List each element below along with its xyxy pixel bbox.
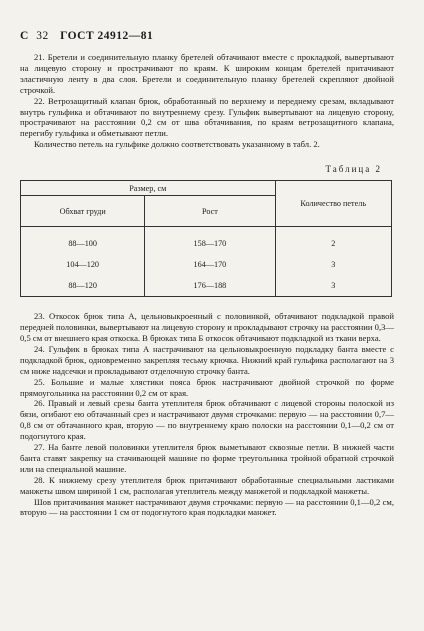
cell-height: 176—188 bbox=[145, 275, 275, 297]
cell-count: 3 bbox=[275, 275, 392, 297]
cell-height: 158—170 bbox=[145, 227, 275, 255]
standard-code: ГОСТ 24912—81 bbox=[60, 30, 154, 42]
paragraph-21: 21. Бретели и соединительную планку бретелей обтачивают вместе с прокладкой, вывертывают на лицевую сторону и прострачивают по краям. К широким концам бретелей притачивают эластичную ленту в два слоя. Бретели и соединительную планку бретелей скрепляют двойной строчкой. bbox=[20, 52, 394, 95]
table-row bbox=[21, 227, 392, 255]
paragraph-27: 27. На банте левой половинки утеплителя брюк выметывают сквозные петли. В нижней части банта ставят закрепку на стачивающей машине по форме треугольника тройной обратной строчкой или на специальной машине. bbox=[20, 442, 394, 474]
header-mark: С bbox=[20, 30, 29, 42]
table-row bbox=[21, 275, 392, 297]
header-chest: Обхват груди bbox=[21, 196, 145, 227]
paragraph-buttonhole-count: Количество петель на гульфике должно соответствовать указанному в табл. 2. bbox=[34, 139, 320, 150]
cell-count: 3 bbox=[275, 254, 392, 275]
paragraph-23: 23. Откосок брюк типа А, цельновыкроенный с половинкой, обтачивают подкладкой правой передней половинки, вывертывают на лицевую сторону и прокладывают строчку на расстоянии 0,3—0,5 см от внешнего края откоска. В брюках типа Б откосок обтачивают подкладкой из ткани верха. bbox=[20, 311, 394, 343]
paragraph-25: 25. Большие и малые хлястики пояса брюк настрачивают двойной строчкой по форме прямоугольника на расстоянии 0,2 см от края. bbox=[20, 376, 394, 398]
cell-count: 2 bbox=[275, 227, 392, 255]
page-header bbox=[20, 30, 394, 42]
paragraph-cuff-stitching: Шов притачивания манжет настрачивают двумя строчками: первую — на расстоянии 0,1—0,2 см, вторую — на расстоянии 1 см от подогнутого края подкладки манжет. bbox=[20, 496, 394, 518]
table-row bbox=[21, 254, 392, 275]
header-size: Размер, см bbox=[21, 181, 276, 196]
cell-chest: 104—120 bbox=[21, 254, 145, 275]
table-2 bbox=[20, 180, 392, 297]
paragraph-28: 28. К нижнему срезу утеплителя брюк притачивают обработанные специальными ластиками манжеты швом шириной 1 см, располагая утеплитель между манжетой и подкладкой манжеты. bbox=[20, 474, 394, 496]
header-buttonhole-count: Количество петель bbox=[275, 181, 392, 227]
header-height: Рост bbox=[145, 196, 275, 227]
paragraph-24: 24. Гульфик в брюках типа А настрачивают на цельновыкроенную подкладку банта вместе с подкладкой брюк, одновременно закрепляя тесьму крючка. Нижний край гульфика располагают на 3 см ниже надсечки и прокладывают отделочную строчку банта. bbox=[20, 343, 394, 376]
page-number: 32 bbox=[36, 30, 49, 42]
table-caption: Таблица 2 bbox=[325, 164, 382, 175]
cell-chest: 88—100 bbox=[21, 227, 145, 255]
paragraph-26: 26. Правый и левый срезы банта утеплителя брюк обтачивают с лицевой стороны полоской из бязи, огибают ею обтачанный срез и настрачивают двумя строчками: первую — на расстоянии 0,7—0,8 см от обтачанного края, вторую — по внутреннему краю полоски на расстоянии 0,1—0,2 см от подогнутого края. bbox=[20, 398, 394, 442]
cell-chest: 88—120 bbox=[21, 275, 145, 297]
paragraph-22: 22. Ветрозащитный клапан брюк, обработанный по верхнему и переднему срезам, вкладывают внутрь гульфика и обтачивают по внутреннему срезу. Гульфик вывертывают на лицевую сторону, прострачивают на расстоянии 0,2 см от шва обтачивания, по краям ветрозащитного клапана, перегибу гульфика и обметывают петли. bbox=[20, 95, 394, 139]
cell-height: 164—170 bbox=[145, 254, 275, 275]
